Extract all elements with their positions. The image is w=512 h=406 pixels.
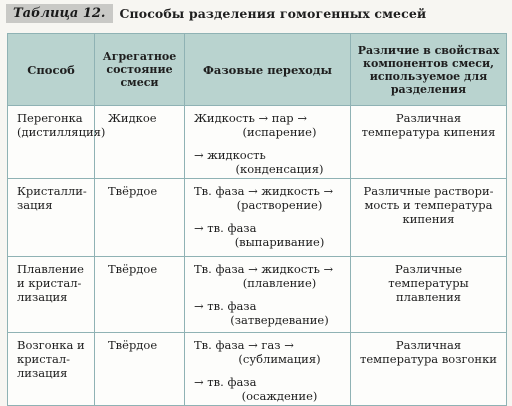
- transition-note: (выпаривание): [234, 235, 325, 249]
- cell-transitions: [185, 179, 351, 257]
- header-difference: Различие в свойствах компонентов смеси, используемое для разделения: [351, 34, 507, 106]
- table-title: Способы разделения гомогенных смесей: [119, 5, 427, 21]
- cell-state: Жидкое: [95, 106, 185, 179]
- table-row: [8, 333, 507, 406]
- transition-step: → тв. фаза: [194, 375, 257, 389]
- table-number: Таблица 12.: [6, 4, 113, 23]
- cell-difference: Различная температура возгонки: [351, 333, 507, 406]
- cell-difference: Различные температуры плавления: [351, 257, 507, 333]
- transition-note: (затвердевание): [230, 313, 329, 327]
- transition-step: Жидкость → пар →: [194, 111, 307, 125]
- transition-note: (сублимация): [238, 352, 321, 366]
- cell-method: Возгонка и кристал-лизация: [8, 333, 95, 406]
- transition-note: (растворение): [236, 198, 323, 212]
- cell-difference: Различные раствори-мость и температура кипения: [351, 179, 507, 257]
- cell-difference: Различная температура кипения: [351, 106, 507, 179]
- cell-state: Твёрдое: [95, 257, 185, 333]
- transition-note: (плавление): [242, 276, 317, 290]
- header-row: [8, 34, 507, 106]
- separation-methods-table: [7, 33, 507, 406]
- transition-step: → тв. фаза: [194, 299, 257, 313]
- transition-note: (испарение): [242, 125, 317, 139]
- header-transitions: Фазовые переходы: [185, 34, 351, 106]
- cell-method: Кристалли-зация: [8, 179, 95, 257]
- transition-step: → жидкость: [194, 148, 266, 162]
- cell-transitions: [185, 333, 351, 406]
- table-row: [8, 257, 507, 333]
- header-state: Агрегатное состояние смеси: [95, 34, 185, 106]
- cell-state: Твёрдое: [95, 179, 185, 257]
- transition-step: Тв. фаза → газ →: [194, 338, 294, 352]
- transition-step: Тв. фаза → жидкость →: [194, 184, 334, 198]
- transition-step: Тв. фаза → жидкость →: [194, 262, 334, 276]
- header-method: Способ: [8, 34, 95, 106]
- transition-note: (конденсация): [235, 162, 324, 176]
- transition-step: → тв. фаза: [194, 221, 257, 235]
- table-row: [8, 179, 507, 257]
- cell-transitions: [185, 106, 351, 179]
- transition-note: (осаждение): [241, 389, 318, 403]
- table-row: [8, 106, 507, 179]
- cell-method: Плавление и кристал-лизация: [8, 257, 95, 333]
- cell-transitions: [185, 257, 351, 333]
- cell-state: Твёрдое: [95, 333, 185, 406]
- cell-method: Перегонка (дистилляция): [8, 106, 95, 179]
- table-caption: [6, 3, 426, 23]
